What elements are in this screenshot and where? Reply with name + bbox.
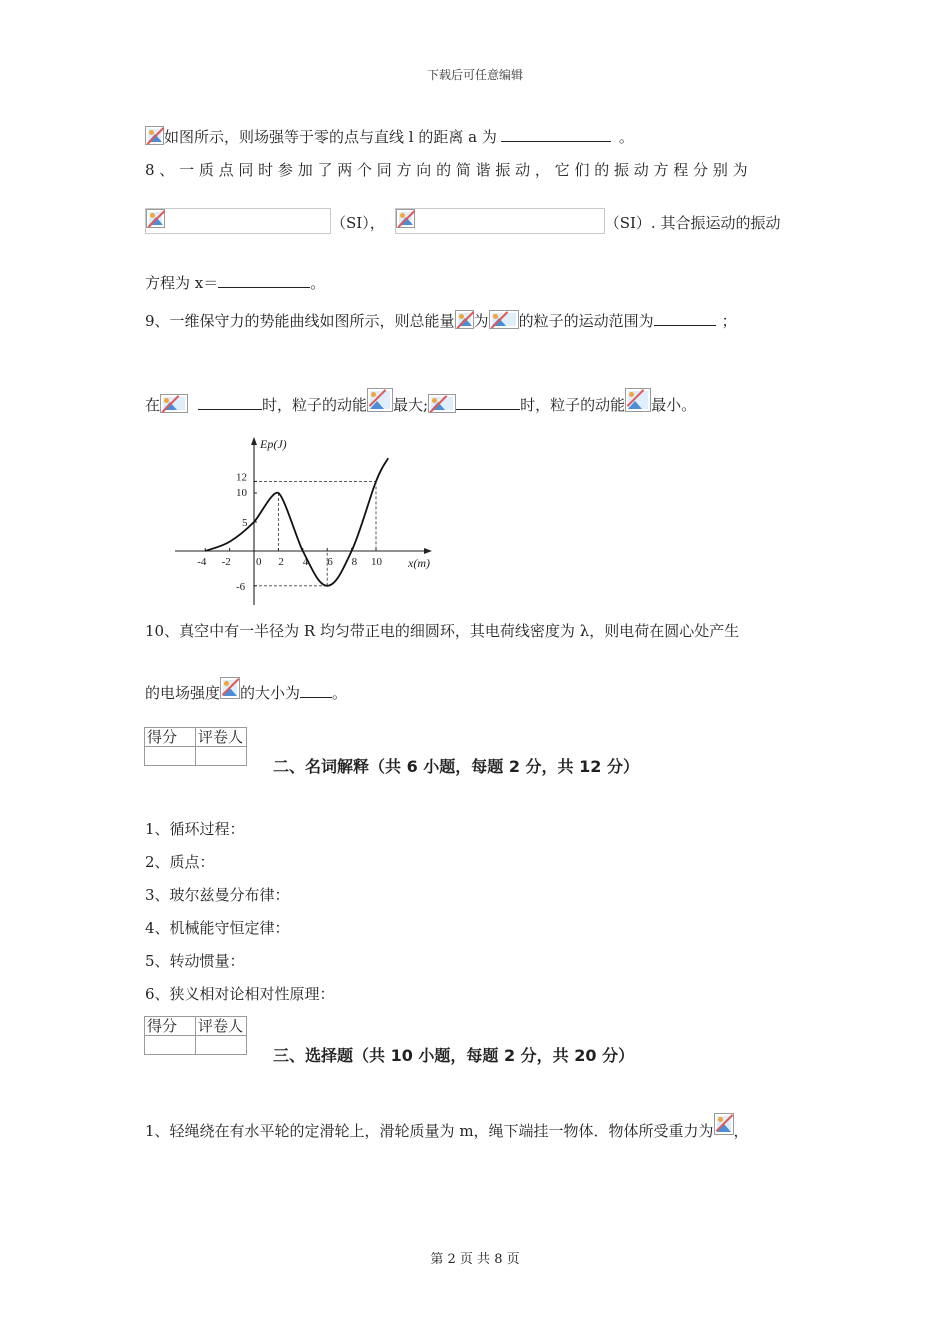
question-9-line2 [145, 388, 696, 415]
q10-text-b: 的大小为 [240, 684, 301, 702]
y-axis-label: Ep(J) [260, 437, 287, 451]
answer-blank [300, 683, 332, 698]
q7-end: 。 [618, 128, 634, 146]
x-tick-label: 2 [278, 556, 284, 568]
broken-image-icon [146, 209, 165, 228]
score-input-cell[interactable] [145, 747, 196, 766]
broken-image-icon [367, 388, 393, 412]
broken-image-icon [396, 209, 415, 228]
q9-text-c: 的粒子的运动范围为 [518, 312, 654, 330]
q8-equation-prefix: 方程为 x＝ [145, 274, 219, 292]
score-cell: 得分 [145, 1017, 196, 1036]
q9-text-b: 为 [473, 312, 489, 330]
q9-text-g: 最大; [393, 396, 429, 414]
y-tick-label: 10 [236, 487, 247, 499]
answer-blank [501, 127, 611, 142]
x-tick-label: -2 [221, 556, 231, 568]
question-8-line2 [145, 208, 780, 234]
q9-text-d: ； [721, 312, 737, 330]
answer-blank [456, 395, 520, 410]
question-10-line1: 10、真空中有一半径为 R 均匀带正电的细圆环，其电荷线密度为 λ，则电荷在圆心处产生 [145, 622, 740, 640]
score-input-cell[interactable] [145, 1036, 196, 1055]
term-item: 1、循环过程： [145, 820, 245, 838]
broken-image-icon [145, 126, 164, 145]
choice-q1-text: 1、轻绳绕在有水平轮的定滑轮上，滑轮质量为 m，绳下端挂一物体．物体所受重力为 [145, 1122, 714, 1140]
x-tick-label: 8 [351, 556, 358, 568]
broken-image-icon [455, 310, 474, 329]
page-footer: 第 2 页 共 8 页 [430, 1252, 520, 1267]
answer-blank [218, 273, 310, 288]
broken-image-icon [428, 394, 456, 413]
x-tick-label: 6 [327, 556, 333, 568]
broken-image-icon [714, 1113, 734, 1135]
y-axis-arrow [251, 437, 257, 445]
y-tick-label: -6 [236, 580, 246, 593]
score-table-2 [144, 1016, 247, 1055]
si-label-2: （SI）. 其合振运动的振动 [604, 214, 781, 232]
q7-text: 如图所示，则场强等于零的点与直线 l 的距离 a 为 [164, 128, 497, 146]
term-item: 2、质点： [145, 853, 215, 871]
x-axis-label: x(m) [408, 556, 430, 570]
section-3-title: 三、选择题（共 10 小题，每题 2 分，共 20 分） [273, 1046, 635, 1065]
q9-text-a: 9、一维保守力的势能曲线如图所示，则总能量 [145, 312, 455, 330]
choice-question-1 [145, 1113, 749, 1141]
grader-cell: 评卷人 [196, 728, 247, 747]
equation-image-1 [145, 208, 331, 234]
q10-text-c: 。 [332, 684, 348, 702]
answer-blank [654, 311, 716, 326]
term-item: 5、转动惯量： [145, 952, 245, 970]
grader-input-cell[interactable] [196, 1036, 247, 1055]
question-9-line1 [145, 310, 737, 331]
term-item: 3、玻尔兹曼分布律： [145, 886, 290, 904]
x-tick-label: 4 [302, 556, 309, 568]
q10-text-a: 的电场强度 [145, 684, 221, 702]
page-header: 下载后可任意编辑 [426, 68, 523, 82]
grader-input-cell[interactable] [196, 747, 247, 766]
y-tick-label: 5 [242, 517, 248, 529]
broken-image-icon [160, 394, 188, 413]
x-tick-label: -4 [197, 556, 207, 568]
question-8-line3 [145, 273, 325, 293]
broken-image-icon [625, 388, 651, 412]
q9-text-i: 最小。 [651, 396, 697, 414]
x-tick-label: 10 [371, 556, 382, 568]
x-tick-label: 0 [256, 556, 262, 568]
x-axis-arrow [424, 548, 432, 554]
y-tick-label: 12 [236, 471, 247, 484]
potential-energy-chart [170, 430, 445, 610]
section-2-title: 二、名词解释（共 6 小题，每题 2 分，共 12 分） [273, 757, 639, 776]
q9-text-f: 时，粒子的动能 [262, 396, 368, 414]
answer-blank [198, 395, 262, 410]
question-10-line2 [145, 677, 347, 703]
term-item: 6、狭义相对论相对性原理： [145, 985, 335, 1003]
potential-energy-curve [205, 458, 388, 586]
q9-text-h: 时，粒子的动能 [520, 396, 626, 414]
q9-text-e: 在 [145, 396, 161, 414]
equation-image-2 [395, 208, 605, 234]
score-table-1 [144, 727, 247, 766]
choice-q1-end: ， [733, 1122, 749, 1140]
si-label-1: （SI）， [331, 214, 385, 232]
question-8-line1: 8 、 一 质 点 同 时 参 加 了 两 个 同 方 向 的 简 谐 振 动 ， 它 们 的 振 动 方 程 分 别 为 [145, 161, 748, 179]
term-item: 4、机械能守恒定律： [145, 919, 290, 937]
grader-cell: 评卷人 [196, 1017, 247, 1036]
question-7-tail [145, 126, 634, 147]
q8-end: 。 [310, 274, 326, 292]
score-cell: 得分 [145, 728, 196, 747]
broken-image-icon [220, 677, 240, 699]
broken-image-icon [489, 310, 519, 329]
